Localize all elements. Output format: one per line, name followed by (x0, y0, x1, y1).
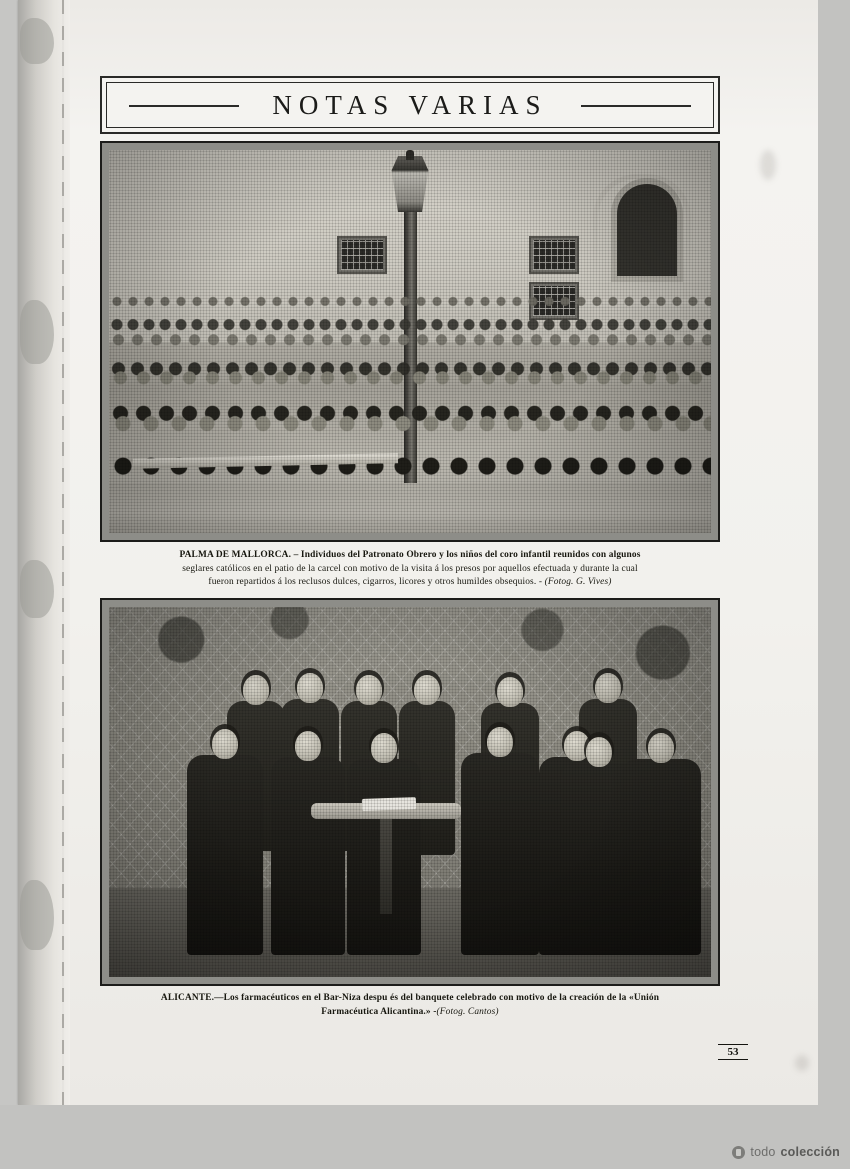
page-tear (20, 18, 54, 64)
photo-scene (109, 607, 711, 977)
person-head (356, 675, 382, 705)
person-head (243, 675, 269, 705)
caption-credit: (Fotog. Cantos) (436, 1006, 499, 1017)
person-head (414, 675, 440, 705)
person-head (586, 737, 612, 767)
seated-man (271, 757, 345, 955)
watermark-prefix: todo (750, 1145, 776, 1159)
caption-alicante (108, 992, 712, 1019)
scan-gutter-bottom (0, 1105, 850, 1169)
caption-line: ALICANTE.—Los farmacéuticos en el Bar-Niza despu és del banquete celebrado con motivo de la creación de la «Unión (160, 993, 660, 1003)
masthead-rule-left (129, 105, 239, 107)
caption-line: seglares católicos en el patio de la carcel con motivo de la visita á los presos por aquellos efectuada y durante la cual (182, 563, 638, 574)
archway-icon (617, 184, 677, 276)
masthead-inner-border (106, 82, 714, 128)
lamp-cap-icon (406, 150, 414, 160)
person-head (295, 731, 321, 761)
photo-scene (109, 150, 711, 533)
scan-gutter-right (818, 0, 850, 1169)
person-head (648, 733, 674, 763)
watermark (732, 1145, 840, 1159)
caption-credit: (Fotog. G. Vives) (544, 577, 612, 588)
page-smudge (760, 150, 776, 180)
person-head (212, 729, 238, 759)
barred-window-icon (337, 236, 387, 274)
photo-alicante (109, 607, 711, 977)
seated-man (461, 753, 539, 955)
masthead-rule-right (581, 105, 691, 107)
seated-man (621, 759, 701, 955)
courtyard-ground (109, 483, 711, 533)
photo-frame (100, 141, 720, 542)
crowd-row (109, 410, 711, 494)
person-head (371, 733, 397, 763)
watermark-strong: colección (780, 1145, 840, 1159)
person-head (497, 677, 523, 707)
masthead-banner (100, 76, 720, 134)
figure-palma-de-mallorca (100, 141, 720, 542)
seated-man (187, 755, 263, 955)
table-leg (380, 818, 392, 914)
caption-line: Farmacéutica Alicantina.» - (321, 1006, 437, 1017)
photo-frame (100, 598, 720, 986)
person-head (595, 673, 621, 703)
paper-on-table (362, 797, 416, 811)
page-smudge (795, 1055, 809, 1071)
person-head (297, 673, 323, 703)
page-number: 53 (718, 1044, 748, 1060)
figure-alicante (100, 598, 720, 986)
camera-dot-icon (732, 1146, 745, 1159)
barred-window-icon (529, 236, 579, 274)
caption-line: PALMA DE MALLORCA. – Individuos del Patronato Obrero y los niños del coro infantil reunidos con algunos (179, 550, 641, 560)
page-title: NOTAS VARIAS (254, 90, 565, 121)
photo-palma-de-mallorca (109, 150, 711, 533)
caption-line: fueron repartidos á los reclusos dulces, cigarros, licores y otros humildes obsequios. - (208, 577, 545, 588)
person-head (487, 727, 513, 757)
caption-palma-de-mallorca (108, 549, 712, 590)
